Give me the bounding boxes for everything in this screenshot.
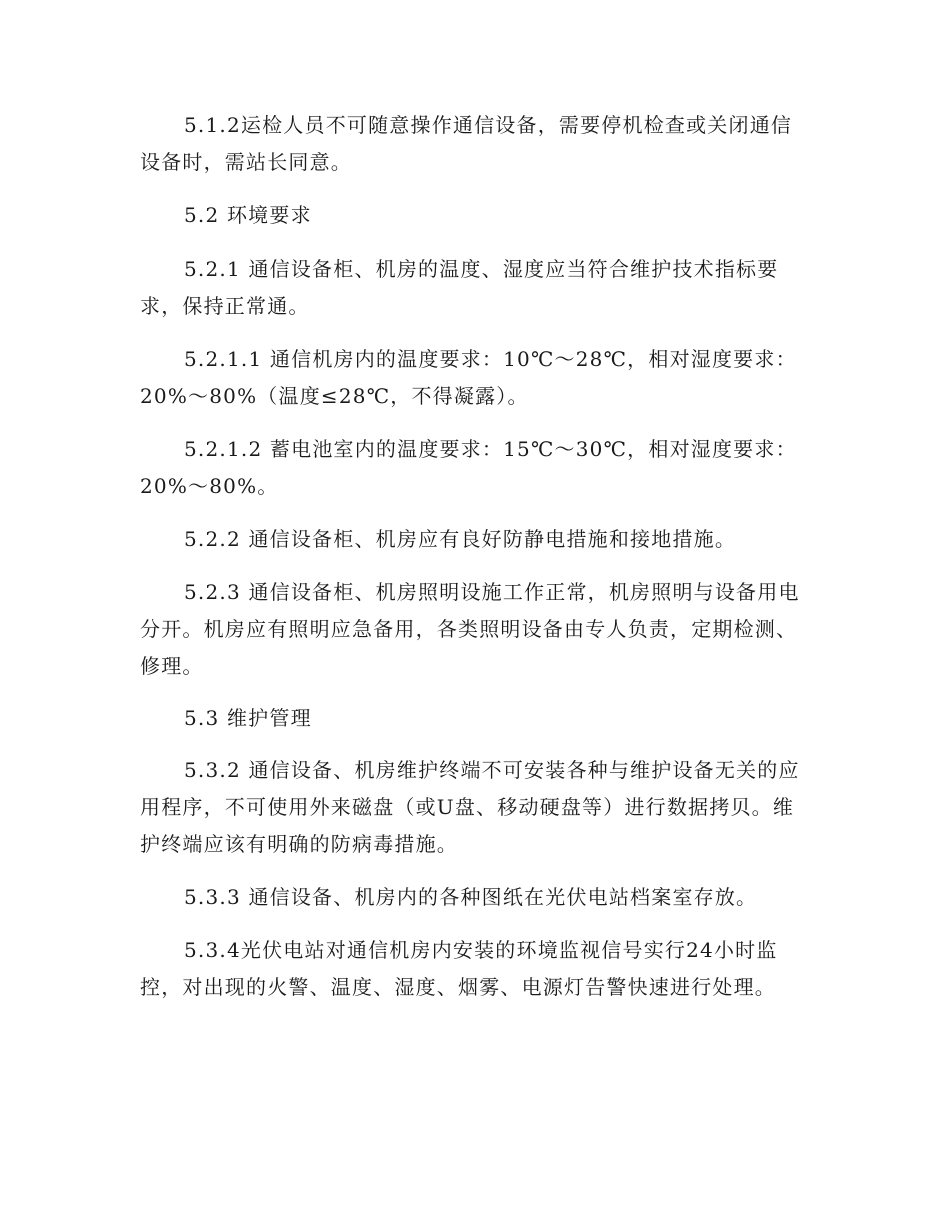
paragraph-5-3-3: 5.3.3 通信设备、机房内的各种图纸在光伏电站档案室存放。 [184,885,758,909]
paragraph-5-2-1-2: 5.2.1.2 蓄电池室内的温度要求：15℃～30℃，相对湿度要求：20%～80%。 [140,437,797,498]
paragraph-5-3-2: 5.3.2 通信设备、机房维护终端不可安装各种与维护设备无关的应用程序，不可使用外来磁盘（或U盘、移动硬盘等）进行数据拷贝。维护终端应该有明确的防病毒措施。 [140,758,800,856]
section-heading-5-3: 5.3 维护管理 [184,706,312,730]
section-heading-5-2: 5.2 环境要求 [184,203,312,227]
paragraph-5-2-1: 5.2.1 通信设备柜、机房的温度、湿度应当符合维护技术指标要求，保持正常通。 [140,257,779,318]
paragraph-5-2-1-1: 5.2.1.1 通信机房内的温度要求：10℃～28℃，相对湿度要求：20%～80%（温度≤28℃，不得凝露）。 [140,347,797,408]
paragraph-5-1-2: 5.1.2运检人员不可随意操作通信设备，需要停机检查或关闭通信设备时，需站长同意。 [140,113,793,174]
paragraph-5-2-3: 5.2.3 通信设备柜、机房照明设施工作正常，机房照明与设备用电分开。机房应有照明应急备用，各类照明设备由专人负责，定期检测、修理。 [140,580,800,678]
paragraph-5-3-4: 5.3.4光伏电站对通信机房内安装的环境监视信号实行24小时监控，对出现的火警、温度、湿度、烟雾、电源灯告警快速进行处理。 [140,938,778,999]
paragraph-5-2-2: 5.2.2 通信设备柜、机房应有良好防静电措施和接地措施。 [184,527,737,551]
